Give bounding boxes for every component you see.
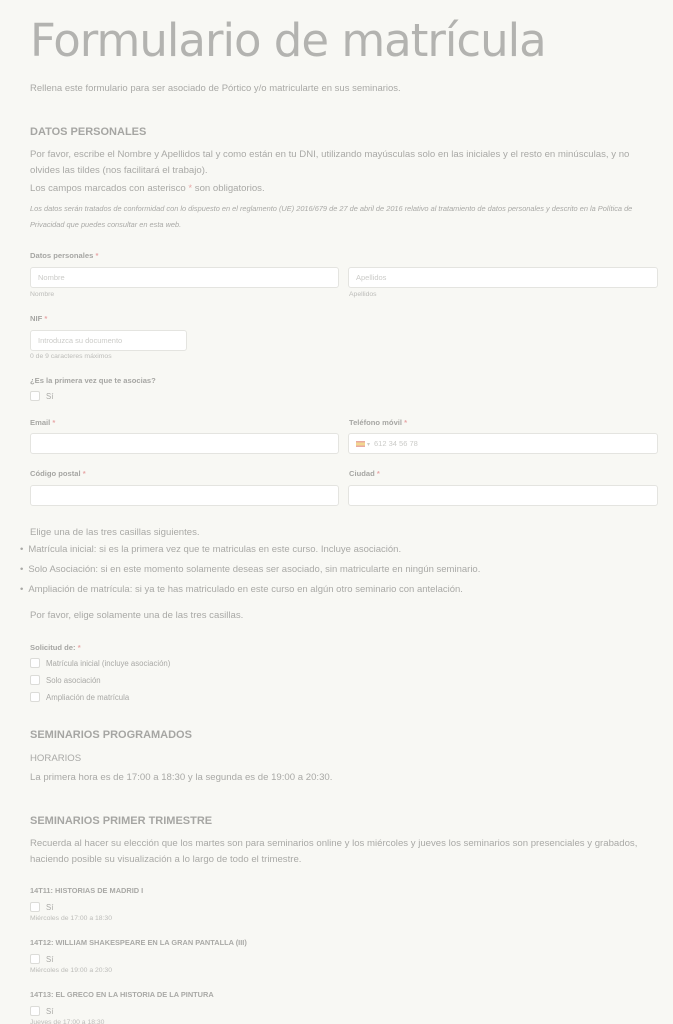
phone-input[interactable] xyxy=(348,433,658,454)
programmed-heading: SEMINARIOS PROGRAMADOS xyxy=(30,729,192,741)
schedule-heading: HORARIOS xyxy=(30,753,82,764)
seminar-title: 14T13: EL GRECO EN LA HISTORIA DE LA PINTURA xyxy=(30,990,214,999)
bullet-matricula-inicial: • Matrícula inicial: si es la primera vez que te matriculas en este curso. Incluye asociación. xyxy=(20,544,401,555)
seminar-title: 14T12: WILLIAM SHAKESPEARE EN LA GRAN PANTALLA (III) xyxy=(30,938,247,947)
first-time-option[interactable] xyxy=(30,391,53,401)
first-time-checkbox[interactable] xyxy=(30,391,40,401)
city-label: Ciudad * xyxy=(349,469,380,478)
nif-counter: 0 de 9 caracteres máximos xyxy=(30,353,112,360)
phone-label: Teléfono móvil * xyxy=(349,418,408,427)
seminar-time: Jueves de 17:00 a 18:30 xyxy=(30,1019,105,1024)
name-group-label: Datos personales * xyxy=(30,251,99,260)
ampliacion-checkbox[interactable] xyxy=(30,692,40,702)
option-ampliacion[interactable] xyxy=(30,692,129,702)
city-input[interactable] xyxy=(348,485,658,506)
option-matricula-inicial[interactable] xyxy=(30,658,170,668)
matricula-inicial-checkbox[interactable] xyxy=(30,658,40,668)
seminar-option-label: Sí xyxy=(46,902,54,912)
spain-flag-icon[interactable] xyxy=(356,441,365,447)
solicitud-label: Solicitud de: * xyxy=(30,643,81,652)
seminar-time: Miércoles de 19:00 a 20:30 xyxy=(30,967,112,974)
solo-asociacion-checkbox[interactable] xyxy=(30,675,40,685)
seminar-option[interactable] xyxy=(30,1006,53,1016)
schedule-text: La primera hora es de 17:00 a 18:30 y la segunda es de 19:00 a 20:30. xyxy=(30,772,333,783)
country-dropdown-caret[interactable]: ▾ xyxy=(367,442,371,448)
bullet-ampliacion: • Ampliación de matrícula: si ya te has matriculado en este curso en algún otro seminario con antelación. xyxy=(20,584,463,595)
email-label: Email * xyxy=(30,418,56,427)
nif-label: NIF * xyxy=(30,314,48,323)
seminar-checkbox[interactable] xyxy=(30,1006,40,1016)
personal-instructions: Por favor, escribe el Nombre y Apellidos tal y como están en tu DNI, utilizando mayúsculas solo en las iniciales y el resto en minúsculas, y no olvides las tildes (nos facilitará el trabajo). xyxy=(30,149,630,176)
seminar-checkbox[interactable] xyxy=(30,954,40,964)
legal-notice: Los datos serán tratados de conformidad con lo dispuesto en el reglamento (UE) 2016/679 de 27 de abril de 2016 relativo al tratamiento de datos personales y descrito en la Política de Privacidad que puedes consultar en esta web. xyxy=(30,204,633,229)
personal-heading: DATOS PERSONALES xyxy=(30,126,147,138)
matricula-inicial-label: Matrícula inicial (incluye asociación) xyxy=(46,658,171,668)
page-title: Formulario de matrícula xyxy=(30,14,546,67)
seminar-option[interactable] xyxy=(30,954,53,964)
postal-label: Código postal * xyxy=(30,469,86,478)
apellidos-input[interactable]: Apellidos xyxy=(348,267,658,288)
first-time-option-label: Sí xyxy=(46,391,54,401)
option-solo-asociacion[interactable] xyxy=(30,675,101,685)
required-note: Los campos marcados con asterisco * son obligatorios. xyxy=(30,183,265,194)
seminar-option-label: Sí xyxy=(46,1006,54,1016)
postal-input[interactable] xyxy=(30,485,339,506)
choice-intro: Elige una de las tres casillas siguientes. xyxy=(30,527,200,538)
choice-note: Por favor, elige solamente una de las tres casillas. xyxy=(30,610,244,621)
intro-text: Rellena este formulario para ser asociado de Pórtico y/o matricularte en sus seminarios. xyxy=(30,83,401,94)
first-time-label: ¿Es la primera vez que te asocias? xyxy=(30,376,156,385)
nombre-sublabel: Nombre xyxy=(30,291,55,298)
nombre-input[interactable]: Nombre xyxy=(30,267,339,288)
seminar-title: 14T11: HISTORIAS DE MADRID I xyxy=(30,886,144,895)
solo-asociacion-label: Solo asociación xyxy=(46,675,101,685)
trimester-text: Recuerda al hacer su elección que los martes son para seminarios online y los miércoles y jueves los seminarios son presenciales y grabados, haciendo posible su visualización a lo largo de todo el trimestre. xyxy=(30,838,638,865)
trimester-heading: SEMINARIOS PRIMER TRIMESTRE xyxy=(30,815,213,827)
apellidos-sublabel: Apellidos xyxy=(349,291,377,298)
nif-input[interactable]: Introduzca su documento xyxy=(30,330,187,351)
seminar-option-label: Sí xyxy=(46,954,54,964)
phone-placeholder: 612 34 56 78 xyxy=(374,439,418,448)
seminar-time: Miércoles de 17:00 a 18:30 xyxy=(30,915,112,922)
email-input[interactable] xyxy=(30,433,339,454)
bullet-solo-asociacion: • Solo Asociación: si en este momento solamente deseas ser asociado, sin matricularte en ningún seminario. xyxy=(20,564,480,575)
seminar-option[interactable] xyxy=(30,902,53,912)
seminar-checkbox[interactable] xyxy=(30,902,40,912)
ampliacion-label: Ampliación de matrícula xyxy=(46,692,130,702)
